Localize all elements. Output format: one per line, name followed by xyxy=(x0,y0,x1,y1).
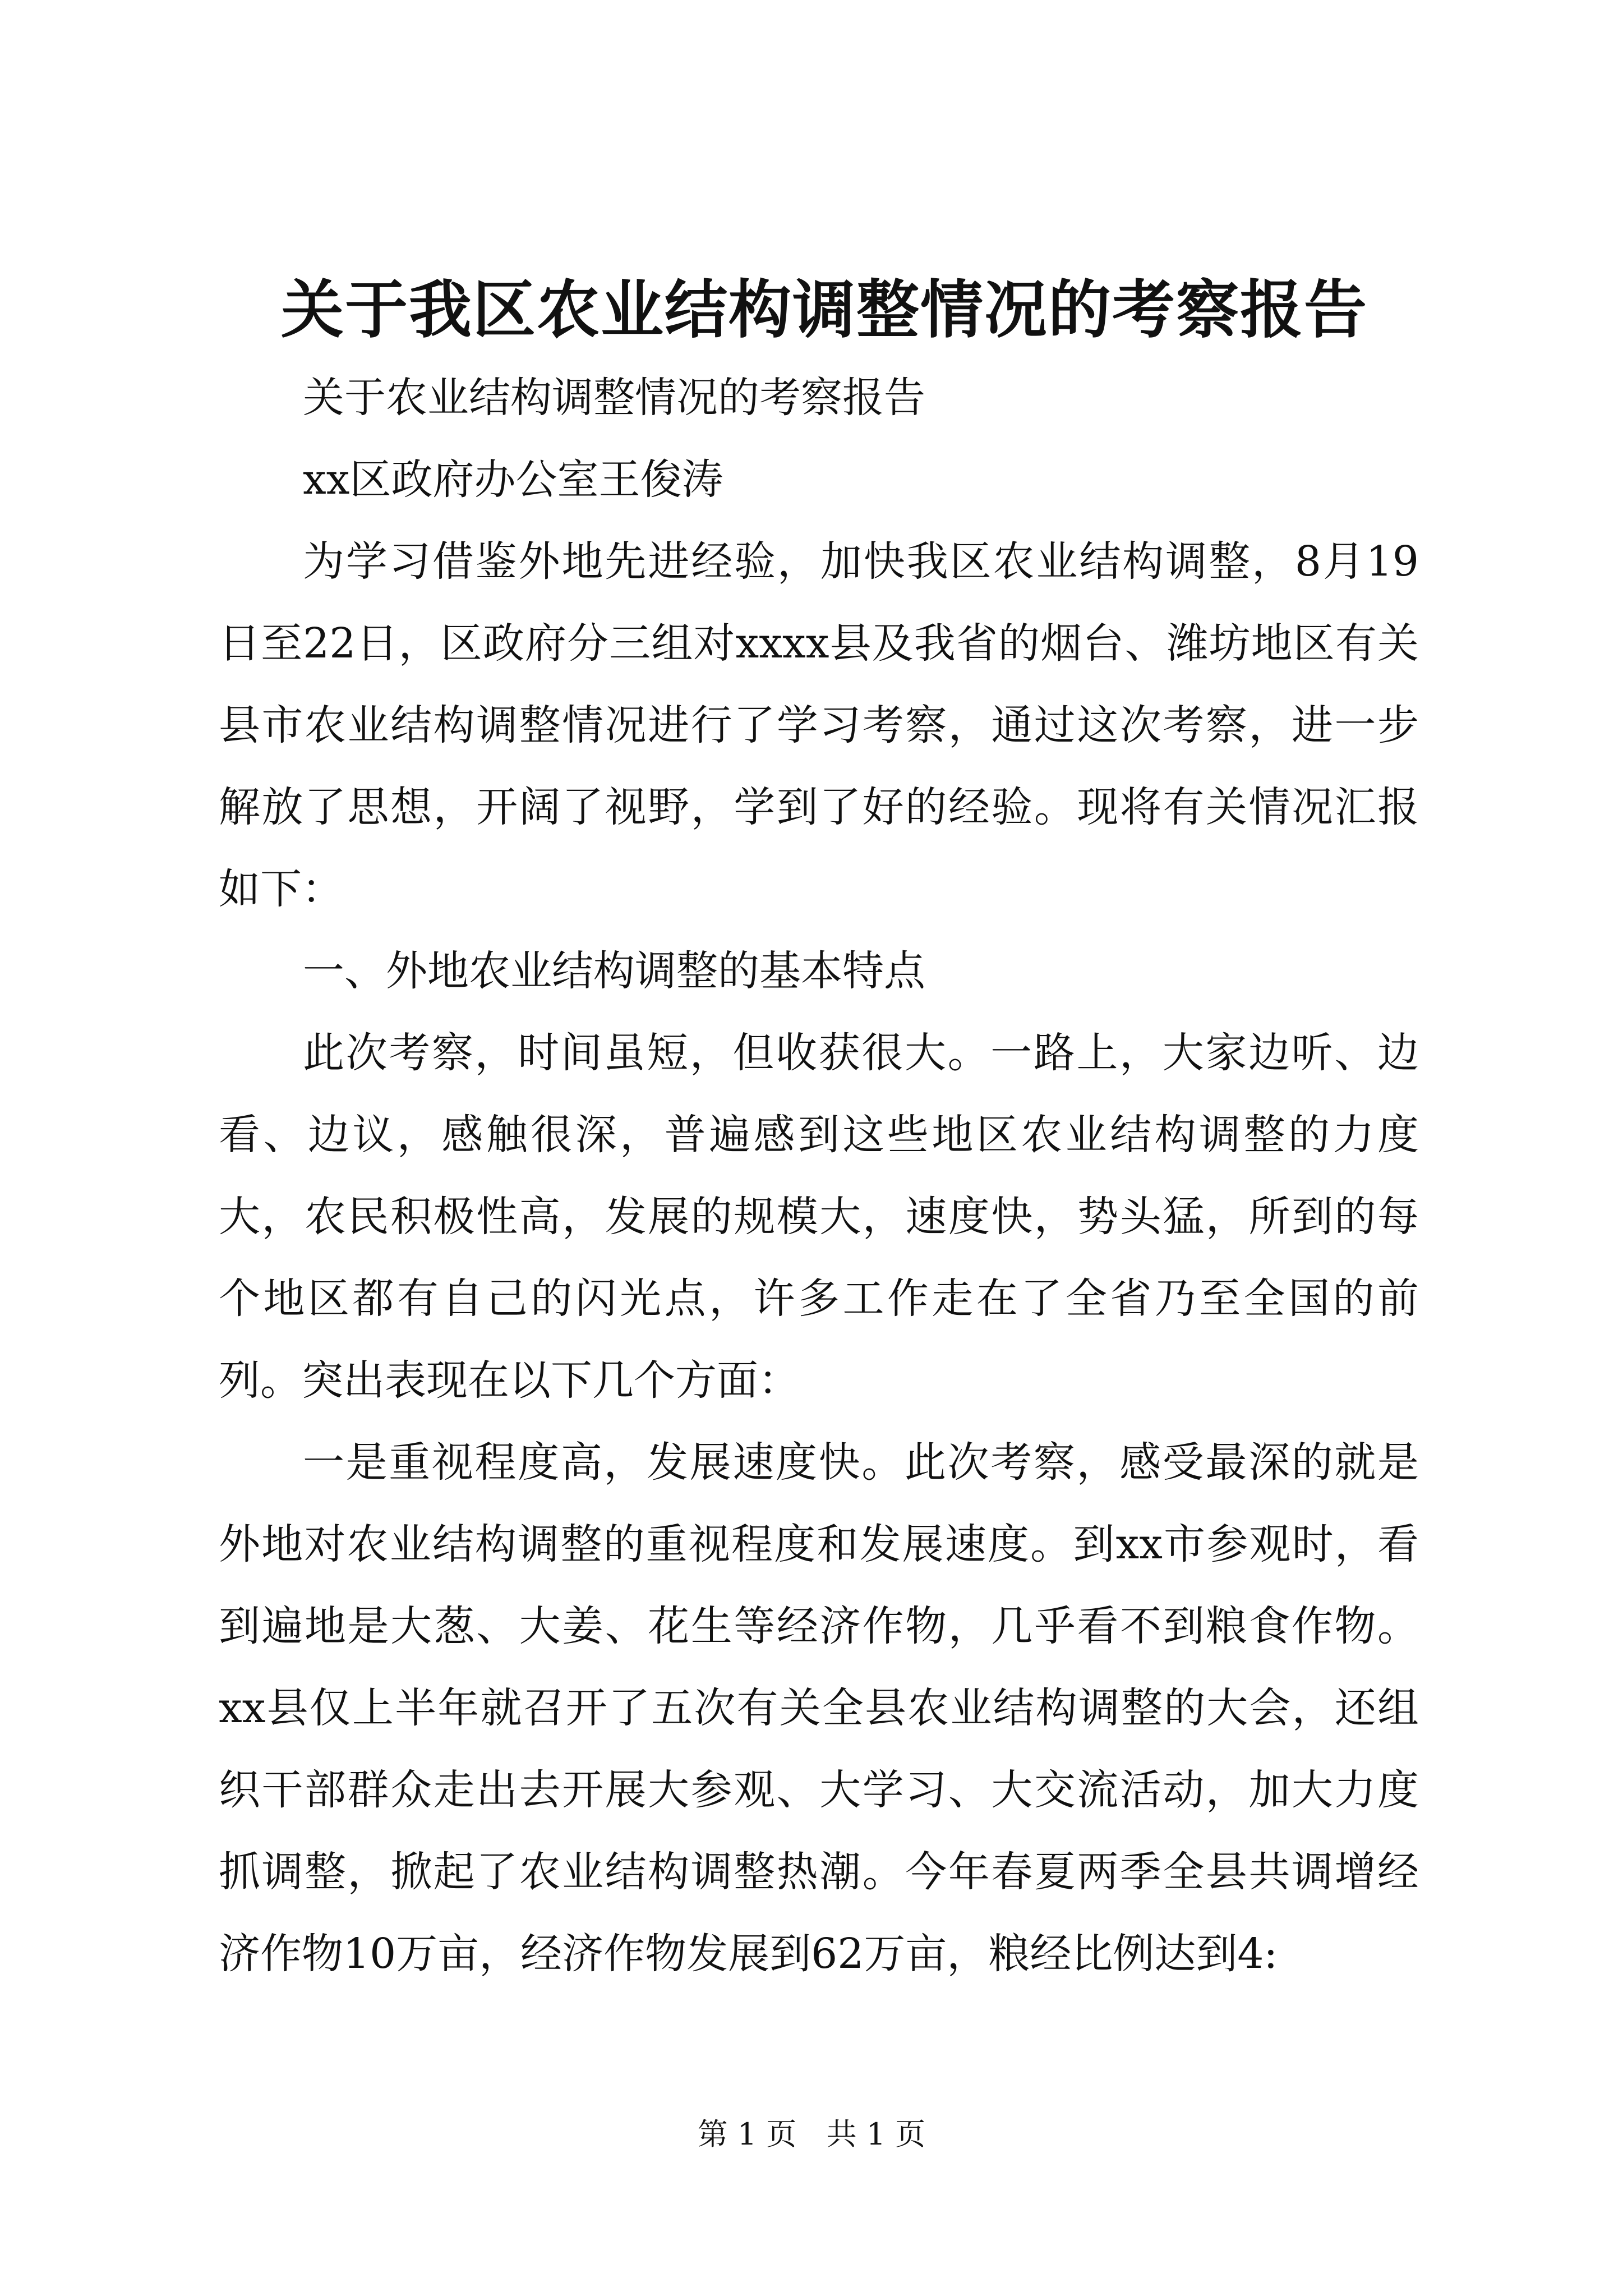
page-footer xyxy=(0,2115,1623,2154)
page-number: 第 1 页 xyxy=(697,2116,797,2152)
document-subtitle: 关于农业结构调整情况的考察报告 xyxy=(303,374,925,422)
paragraph: 此次考察，时间虽短，但收获很大。一路上，大家边听、边看、边议，感触很深，普遍感到这些地区农业结构调整的力度大，农民积极性高，发展的规模大，速度快，势头猛，所到的每个地区都有自己的闪光点，许多工作走在了全省乃至全国的前列。突出表现在以下几个方面： xyxy=(219,1029,1419,1405)
paragraph: 为学习借鉴外地先进经验，加快我区农业结构调整，8月19日至22日，区政府分三组对xxxx县及我省的烟台、潍坊地区有关县市农业结构调整情况进行了学习考察，通过这次考察，进一步解放了思想，开阔了视野，学到了好的经验。现将有关情况汇报如下： xyxy=(219,537,1419,913)
page-total: 共 1 页 xyxy=(826,2116,926,2152)
paragraph: 一是重视程度高，发展速度快。此次考察，感受最深的就是外地对农业结构调整的重视程度和发展速度。到xx市参观时，看到遍地是大葱、大姜、花生等经济作物，几乎看不到粮食作物。xx县仅上半年就召开了五次有关全县农业结构调整的大会，还组织干部群众走出去开展大参观、大学习、大交流活动，加大力度抓调整，掀起了农业结构调整热潮。今年春夏两季全县共调增经济作物10万亩，经济作物发展到62万亩，粮经比例达到4: xyxy=(219,1438,1419,1978)
document-title: 关于我区农业结构调整情况的考察报告 xyxy=(281,273,1368,347)
section-heading: 一、外地农业结构调整的基本特点 xyxy=(303,947,925,995)
document-body xyxy=(219,357,1419,1995)
document-author: xx区政府办公室王俊涛 xyxy=(303,455,723,504)
